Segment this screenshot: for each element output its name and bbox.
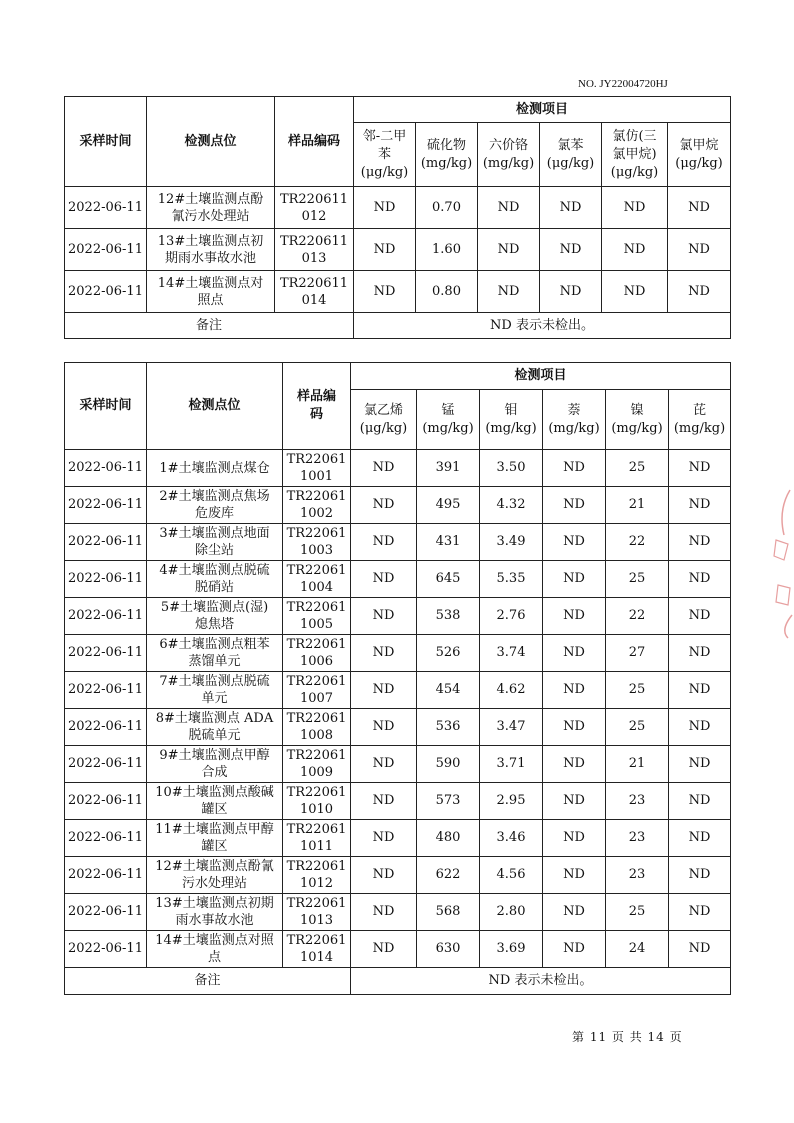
cell-sample-code — [283, 709, 351, 746]
code-line: TR220611 — [279, 275, 349, 291]
table-row — [65, 524, 731, 561]
code-line: 012 — [301, 208, 327, 224]
header-test-items: 检测项目 — [351, 363, 731, 390]
cell-value: 3.74 — [480, 635, 543, 672]
cell-value: 536 — [417, 709, 480, 746]
cell-value: 495 — [417, 487, 480, 524]
cell-value: ND — [602, 187, 668, 229]
cell-sample-code — [283, 635, 351, 672]
cell-value: 23 — [606, 857, 669, 894]
cell-value: 431 — [417, 524, 480, 561]
cell-date: 2022-06-11 — [65, 820, 147, 857]
cell-value: ND — [351, 450, 417, 487]
header-item-line: 硫化物 — [426, 137, 466, 153]
header-item-line: 钼 — [504, 402, 518, 418]
header-item-line: (mg/kg) — [611, 420, 663, 436]
cell-value: 568 — [417, 894, 480, 931]
cell-sample-code — [283, 598, 351, 635]
cell-sample-code — [275, 271, 354, 313]
cell-date: 2022-06-11 — [65, 894, 147, 931]
header-item — [480, 390, 543, 450]
location-line: 罐区 — [201, 802, 228, 817]
cell-value: 4.56 — [480, 857, 543, 894]
cell-value: ND — [543, 524, 606, 561]
results-table-2 — [64, 362, 731, 995]
cell-value: ND — [668, 187, 731, 229]
code-line: 1012 — [299, 876, 334, 891]
cell-value: 526 — [417, 635, 480, 672]
cell-date: 2022-06-11 — [65, 187, 147, 229]
location-line: 蒸馏单元 — [188, 654, 241, 669]
cell-sample-code — [275, 229, 354, 271]
cell-value: 454 — [417, 672, 480, 709]
cell-location — [147, 635, 283, 672]
cell-location — [147, 746, 283, 783]
table-row — [65, 894, 731, 931]
header-item-line: 锰 — [441, 402, 455, 418]
code-line: 1010 — [299, 802, 334, 817]
cell-value: ND — [543, 487, 606, 524]
cell-value: 3.71 — [480, 746, 543, 783]
code-line: TR22061 — [286, 452, 347, 467]
cell-value: 23 — [606, 820, 669, 857]
header-item-line: (mg/kg) — [482, 155, 535, 171]
code-line: 1006 — [299, 654, 334, 669]
cell-sample-code — [283, 450, 351, 487]
cell-value: 3.47 — [480, 709, 543, 746]
remark-row — [65, 968, 731, 995]
cell-value: ND — [543, 857, 606, 894]
cell-date: 2022-06-11 — [65, 672, 147, 709]
cell-value: ND — [351, 857, 417, 894]
cell-value: ND — [543, 598, 606, 635]
cell-sample-code — [283, 487, 351, 524]
cell-value: ND — [669, 894, 731, 931]
location-line: 脱硝站 — [194, 580, 234, 595]
cell-value: 21 — [606, 487, 669, 524]
cell-date: 2022-06-11 — [65, 229, 147, 271]
cell-value: 2.80 — [480, 894, 543, 931]
cell-value: ND — [351, 672, 417, 709]
cell-value: ND — [543, 820, 606, 857]
cell-value: 21 — [606, 746, 669, 783]
cell-value: ND — [351, 894, 417, 931]
table-row — [65, 561, 731, 598]
cell-sample-code — [275, 187, 354, 229]
cell-value: ND — [351, 746, 417, 783]
header-item-line: (μg/kg) — [546, 155, 595, 171]
header-item-line: 邻-二甲 — [362, 128, 407, 144]
header-item-line: (mg/kg) — [420, 155, 473, 171]
cell-sample-code — [283, 857, 351, 894]
header-item-line: (μg/kg) — [360, 164, 409, 180]
page-footer: 第 11 页 共 14 页 — [572, 1030, 683, 1044]
header-item-line: 氯仿(三 — [612, 128, 657, 144]
code-line: 1007 — [299, 691, 334, 706]
cell-location — [147, 487, 283, 524]
location-line: 4#土壤监测点脱硫 — [159, 563, 270, 578]
header-test-items: 检测项目 — [354, 97, 731, 123]
location-line: 8#土壤监测点 ADA — [155, 711, 274, 726]
header-item — [540, 123, 602, 187]
code-line: 1013 — [299, 913, 334, 928]
location-line: 7#土壤监测点脱硫 — [159, 674, 270, 689]
header-item-line: (μg/kg) — [610, 164, 659, 180]
header-item-line: 萘 — [567, 402, 581, 418]
code-line: 1011 — [299, 839, 334, 854]
location-line: 脱硫单元 — [188, 728, 241, 743]
remark-text: ND 表示未检出。 — [351, 968, 731, 995]
location-line: 13#土壤监测点初 — [157, 233, 264, 249]
cell-date: 2022-06-11 — [65, 450, 147, 487]
header-item-line: (mg/kg) — [422, 420, 474, 436]
code-line: 1008 — [299, 728, 334, 743]
header-location: 检测点位 — [147, 97, 275, 187]
cell-date: 2022-06-11 — [65, 783, 147, 820]
location-line: 14#土壤监测点对 — [157, 275, 264, 291]
code-line: TR22061 — [286, 711, 347, 726]
table-row — [65, 746, 731, 783]
cell-location — [147, 187, 275, 229]
table-row — [65, 857, 731, 894]
table-row — [65, 450, 731, 487]
cell-date: 2022-06-11 — [65, 487, 147, 524]
cell-date: 2022-06-11 — [65, 524, 147, 561]
cell-value: 573 — [417, 783, 480, 820]
cell-sample-code — [283, 820, 351, 857]
cell-value: ND — [540, 229, 602, 271]
cell-value: 5.35 — [480, 561, 543, 598]
cell-date: 2022-06-11 — [65, 598, 147, 635]
location-line: 10#土壤监测点酸碱 — [155, 785, 274, 800]
cell-value: 590 — [417, 746, 480, 783]
header-sampling-time: 采样时间 — [65, 363, 147, 450]
cell-value: 3.69 — [480, 931, 543, 968]
location-line: 熄焦塔 — [194, 617, 234, 632]
cell-value: ND — [351, 635, 417, 672]
cell-location — [147, 561, 283, 598]
cell-value: 4.62 — [480, 672, 543, 709]
cell-value: 0.80 — [416, 271, 478, 313]
code-line: 1014 — [299, 950, 334, 965]
cell-value: ND — [351, 931, 417, 968]
cell-value: 0.70 — [416, 187, 478, 229]
remark-label: 备注 — [65, 968, 351, 995]
code-line: TR22061 — [286, 563, 347, 578]
location-line: 9#土壤监测点甲醇 — [159, 748, 270, 763]
cell-value: 2.95 — [480, 783, 543, 820]
cell-value: 25 — [606, 672, 669, 709]
header-sample-code-line1: 样品编 — [296, 389, 336, 404]
header-item-line: 氯苯 — [557, 137, 584, 153]
cell-date: 2022-06-11 — [65, 931, 147, 968]
cell-value: ND — [543, 635, 606, 672]
cell-value: ND — [540, 187, 602, 229]
location-line: 雨水事故水池 — [175, 913, 254, 928]
table-row — [65, 487, 731, 524]
code-line: TR220611 — [279, 191, 349, 207]
cell-location — [147, 894, 283, 931]
cell-value: ND — [543, 894, 606, 931]
location-line: 氰污水处理站 — [171, 208, 250, 224]
cell-value: 1.60 — [416, 229, 478, 271]
header-item-line: 氯甲烷 — [679, 137, 719, 153]
location-line: 2#土壤监测点焦场 — [159, 489, 270, 504]
cell-location — [147, 229, 275, 271]
location-line: 照点 — [197, 292, 224, 308]
code-line: 1002 — [299, 506, 334, 521]
code-line: TR22061 — [286, 859, 347, 874]
location-line: 期雨水事故水池 — [164, 250, 256, 266]
code-line: TR22061 — [286, 674, 347, 689]
header-item-line: 苯 — [377, 146, 391, 162]
cell-value: ND — [351, 783, 417, 820]
cell-value: 622 — [417, 857, 480, 894]
cell-value: ND — [351, 487, 417, 524]
cell-value: ND — [668, 229, 731, 271]
cell-value: ND — [669, 635, 731, 672]
cell-value: 22 — [606, 598, 669, 635]
header-item-line: (μg/kg) — [359, 420, 408, 436]
header-item-line: (mg/kg) — [548, 420, 600, 436]
code-line: TR22061 — [286, 822, 347, 837]
code-line: TR22061 — [286, 600, 347, 615]
document-number: NO. JY22004720HJ — [578, 78, 668, 90]
header-item — [606, 390, 669, 450]
cell-value: ND — [669, 561, 731, 598]
code-line: 1003 — [299, 543, 334, 558]
code-line: TR22061 — [286, 785, 347, 800]
cell-value: ND — [543, 450, 606, 487]
location-line: 3#土壤监测点地面 — [159, 526, 270, 541]
code-line: 1001 — [299, 469, 334, 484]
cell-value: ND — [354, 271, 416, 313]
table-row — [65, 598, 731, 635]
cell-sample-code — [283, 672, 351, 709]
code-line: TR22061 — [286, 896, 347, 911]
header-sampling-time: 采样时间 — [65, 97, 147, 187]
location-line: 单元 — [201, 691, 228, 706]
cell-value: ND — [478, 187, 540, 229]
table-row — [65, 271, 731, 313]
table-row — [65, 635, 731, 672]
cell-value: 4.32 — [480, 487, 543, 524]
results-table-1 — [64, 96, 731, 339]
code-line: 014 — [301, 292, 327, 308]
cell-value: 24 — [606, 931, 669, 968]
cell-value: ND — [478, 271, 540, 313]
cell-value: ND — [669, 487, 731, 524]
cell-value: ND — [478, 229, 540, 271]
cell-value: ND — [669, 598, 731, 635]
header-item-line: 氯乙烯 — [363, 402, 403, 418]
cell-value: 25 — [606, 894, 669, 931]
cell-value: ND — [669, 672, 731, 709]
cell-value: ND — [354, 187, 416, 229]
header-item-line: (mg/kg) — [485, 420, 537, 436]
cell-location — [147, 271, 275, 313]
code-line: 1004 — [299, 580, 334, 595]
cell-value: ND — [540, 271, 602, 313]
cell-location — [147, 524, 283, 561]
header-item — [543, 390, 606, 450]
cell-value: 538 — [417, 598, 480, 635]
cell-sample-code — [283, 561, 351, 598]
cell-location — [147, 931, 283, 968]
header-item-line: (mg/kg) — [673, 420, 726, 436]
cell-date: 2022-06-11 — [65, 635, 147, 672]
cell-value: ND — [669, 820, 731, 857]
header-item-line: 镍 — [630, 402, 644, 418]
cell-value: ND — [668, 271, 731, 313]
header-item-line: 氯甲烷) — [612, 146, 657, 162]
location-line: 12#土壤监测点酚 — [157, 191, 264, 207]
header-item — [417, 390, 480, 450]
cell-value: ND — [543, 746, 606, 783]
stamp-fragment — [770, 480, 794, 640]
header-item — [668, 123, 731, 187]
cell-value: ND — [602, 271, 668, 313]
cell-date: 2022-06-11 — [65, 746, 147, 783]
code-line: TR22061 — [286, 933, 347, 948]
cell-value: 480 — [417, 820, 480, 857]
cell-value: 645 — [417, 561, 480, 598]
table-row — [65, 187, 731, 229]
remark-row — [65, 313, 731, 339]
cell-value: ND — [351, 524, 417, 561]
cell-value: 25 — [606, 450, 669, 487]
header-sample-code: 样品编码 — [275, 97, 354, 187]
cell-value: 630 — [417, 931, 480, 968]
header-item — [354, 123, 416, 187]
cell-value: ND — [669, 524, 731, 561]
header-sample-code-line2: 码 — [309, 407, 323, 422]
cell-sample-code — [283, 524, 351, 561]
cell-sample-code — [283, 746, 351, 783]
cell-date: 2022-06-11 — [65, 271, 147, 313]
cell-value: 25 — [606, 709, 669, 746]
header-sample-code — [283, 363, 351, 450]
cell-value: 3.49 — [480, 524, 543, 561]
header-item — [351, 390, 417, 450]
location-line: 除尘站 — [194, 543, 234, 558]
cell-value: 25 — [606, 561, 669, 598]
remark-text: ND 表示未检出。 — [354, 313, 731, 339]
location-line: 12#土壤监测点酚氰 — [155, 859, 274, 874]
cell-value: ND — [543, 783, 606, 820]
cell-value: ND — [669, 931, 731, 968]
cell-location — [147, 820, 283, 857]
cell-value: ND — [543, 931, 606, 968]
location-line: 11#土壤监测点甲醇 — [155, 822, 274, 837]
cell-value: 2.76 — [480, 598, 543, 635]
location-line: 6#土壤监测点粗苯 — [159, 637, 270, 652]
table-row — [65, 709, 731, 746]
header-item-line: (μg/kg) — [675, 155, 723, 171]
header-item-line: 芘 — [693, 402, 707, 418]
code-line: TR22061 — [286, 526, 347, 541]
header-item — [602, 123, 668, 187]
code-line: 013 — [301, 250, 327, 266]
code-line: TR22061 — [286, 489, 347, 504]
cell-date: 2022-06-11 — [65, 857, 147, 894]
cell-location — [147, 709, 283, 746]
cell-sample-code — [283, 894, 351, 931]
cell-value: ND — [351, 561, 417, 598]
cell-value: ND — [354, 229, 416, 271]
code-line: 1005 — [299, 617, 334, 632]
cell-value: ND — [669, 450, 731, 487]
header-item — [669, 390, 731, 450]
cell-location — [147, 672, 283, 709]
location-line: 点 — [207, 950, 221, 965]
table-row — [65, 783, 731, 820]
code-line: TR22061 — [286, 748, 347, 763]
cell-value: ND — [543, 561, 606, 598]
table-row — [65, 229, 731, 271]
code-line: TR220611 — [279, 233, 349, 249]
location-line: 14#土壤监测点对照 — [155, 933, 274, 948]
location-line: 污水处理站 — [181, 876, 247, 891]
code-line: TR22061 — [286, 637, 347, 652]
cell-value: 3.50 — [480, 450, 543, 487]
cell-value: ND — [669, 746, 731, 783]
cell-value: ND — [351, 598, 417, 635]
cell-location — [147, 857, 283, 894]
cell-value: ND — [351, 820, 417, 857]
location-line: 13#土壤监测点初期 — [155, 896, 274, 911]
cell-value: 23 — [606, 783, 669, 820]
cell-value: ND — [351, 709, 417, 746]
location-line: 5#土壤监测点(湿) — [160, 600, 269, 615]
table-row — [65, 820, 731, 857]
remark-label: 备注 — [65, 313, 354, 339]
header-item — [478, 123, 540, 187]
cell-sample-code — [283, 783, 351, 820]
cell-value: ND — [669, 709, 731, 746]
cell-location — [147, 598, 283, 635]
cell-location — [147, 450, 283, 487]
header-item — [416, 123, 478, 187]
cell-date: 2022-06-11 — [65, 561, 147, 598]
cell-value: ND — [669, 857, 731, 894]
location-line: 危废库 — [194, 506, 234, 521]
table-row — [65, 931, 731, 968]
cell-value: ND — [602, 229, 668, 271]
location-line: 1#土壤监测点煤仓 — [159, 460, 270, 476]
header-location: 检测点位 — [147, 363, 283, 450]
cell-value: ND — [543, 672, 606, 709]
table-row — [65, 672, 731, 709]
cell-value: 27 — [606, 635, 669, 672]
location-line: 合成 — [201, 765, 228, 780]
cell-date: 2022-06-11 — [65, 709, 147, 746]
cell-value: 22 — [606, 524, 669, 561]
cell-value: 3.46 — [480, 820, 543, 857]
cell-value: ND — [543, 709, 606, 746]
cell-location — [147, 783, 283, 820]
cell-value: ND — [669, 783, 731, 820]
header-item-line: 六价铬 — [488, 137, 528, 153]
cell-sample-code — [283, 931, 351, 968]
location-line: 罐区 — [201, 839, 228, 854]
code-line: 1009 — [299, 765, 334, 780]
cell-value: 391 — [417, 450, 480, 487]
